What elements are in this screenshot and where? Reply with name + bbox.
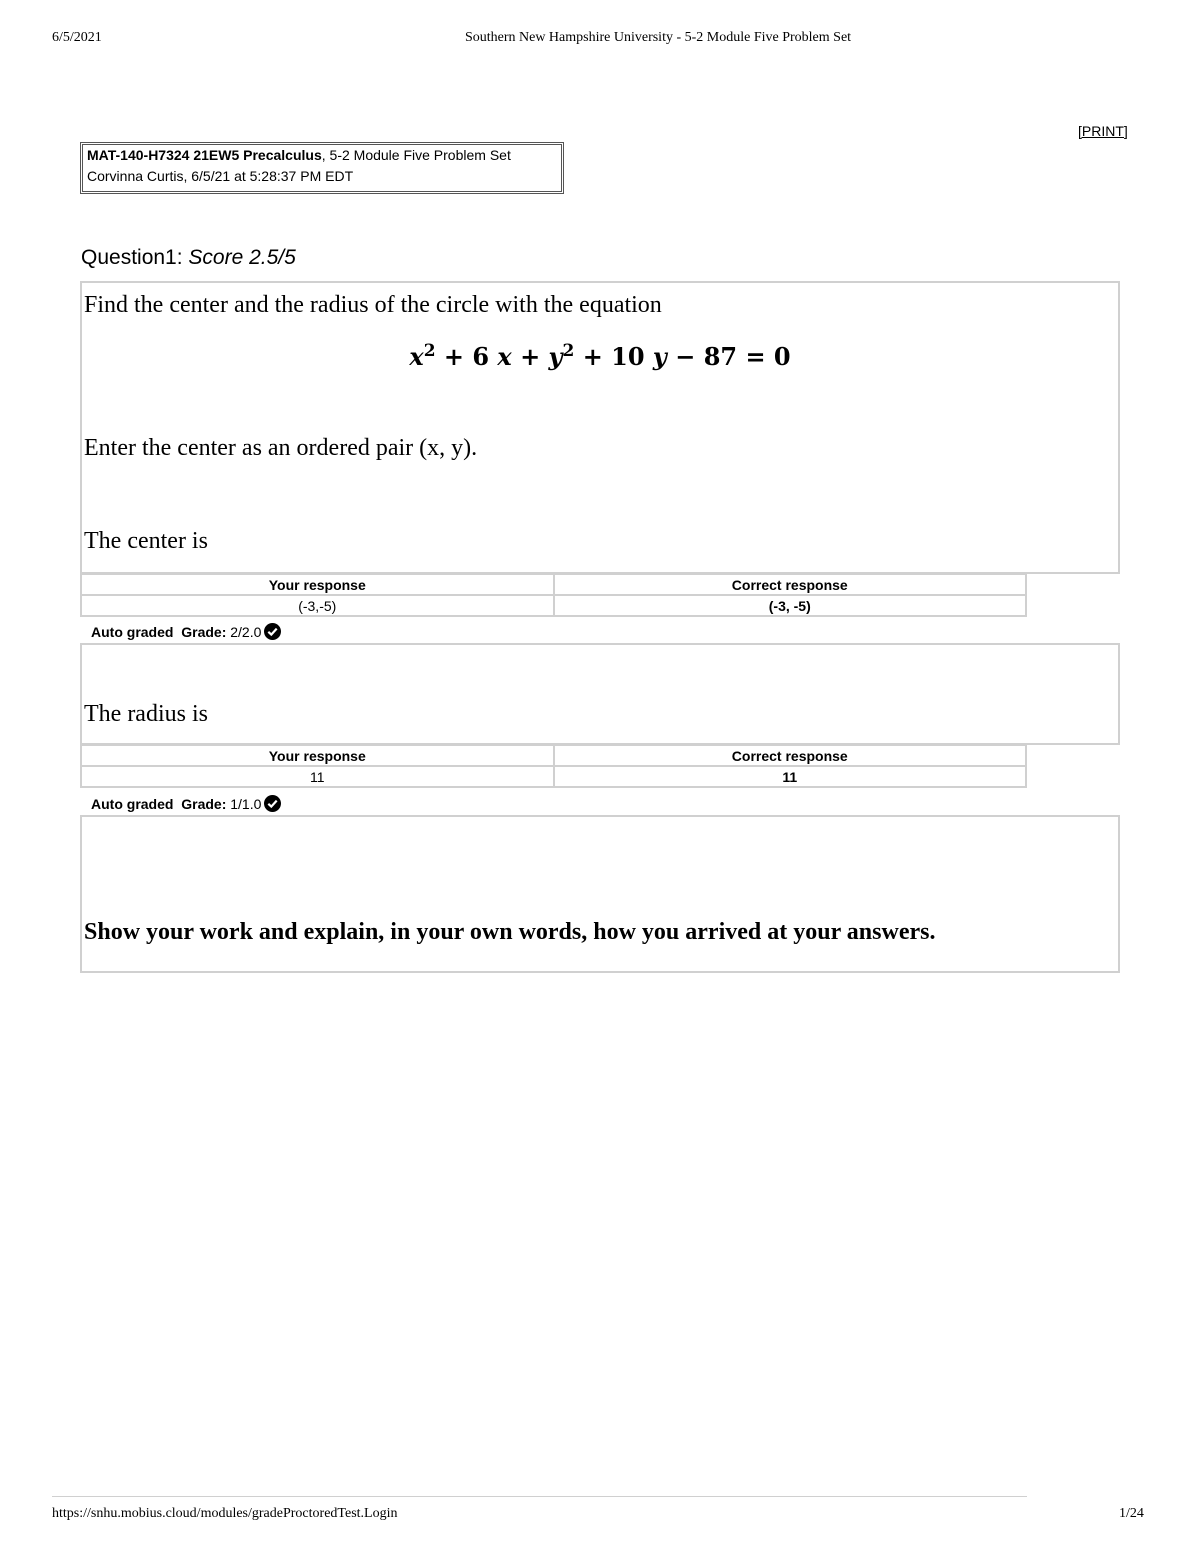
print-date: 6/5/2021 bbox=[52, 30, 102, 45]
radius-prompt-box bbox=[80, 643, 1120, 745]
grade-line-2 bbox=[91, 795, 281, 812]
grade-label: Grade: bbox=[181, 796, 227, 812]
course-name: MAT-140-H7324 21EW5 Precalculus bbox=[87, 147, 322, 163]
footer-url: https://snhu.mobius.cloud/modules/gradeProctoredTest.Login bbox=[52, 1506, 398, 1521]
print-link[interactable]: [PRINT] bbox=[1078, 123, 1128, 139]
page-number: 1/24 bbox=[1119, 1506, 1144, 1521]
grade-value: 1/1.0 bbox=[230, 796, 262, 812]
question-label: Question1: bbox=[81, 246, 183, 269]
radius-prompt: The radius is bbox=[84, 701, 208, 727]
check-circle-icon bbox=[264, 795, 281, 812]
grade-label: Grade: bbox=[181, 624, 227, 640]
correct-response-header: Correct response bbox=[554, 574, 1027, 595]
correct-response-value: (-3, -5) bbox=[554, 595, 1027, 616]
center-prompt: The center is bbox=[84, 528, 208, 554]
footer-divider bbox=[52, 1496, 1027, 1497]
grade-value: 2/2.0 bbox=[230, 624, 262, 640]
your-response-value: (-3,-5) bbox=[81, 595, 554, 616]
assignment-name: , 5-2 Module Five Problem Set bbox=[321, 147, 511, 163]
check-circle-icon bbox=[264, 623, 281, 640]
grade-line-1 bbox=[91, 623, 281, 640]
correct-response-value: 11 bbox=[554, 766, 1027, 787]
center-response-table bbox=[80, 573, 1027, 617]
course-row bbox=[83, 145, 561, 166]
print-title: Southern New Hampshire University - 5-2 Module Five Problem Set bbox=[464, 30, 852, 45]
center-instruction: Enter the center as an ordered pair (x, y). bbox=[84, 435, 478, 461]
circle-equation: $x^2 + 6$ $x + y^2 + 10$ y − 87 = 0 bbox=[409, 341, 791, 371]
radius-response-table bbox=[80, 744, 1027, 788]
auto-graded-label: Auto graded bbox=[91, 624, 174, 640]
work-prompt-box bbox=[80, 815, 1120, 973]
student-line: Corvinna Curtis, 6/5/21 at 5:28:37 PM EDT bbox=[87, 168, 354, 184]
auto-graded-label: Auto graded bbox=[91, 796, 174, 812]
work-prompt: Show your work and explain, in your own words, how you arrived at your answers. bbox=[84, 919, 936, 945]
question-prompt: Find the center and the radius of the circle with the equation bbox=[84, 292, 662, 318]
your-response-header: Your response bbox=[81, 745, 554, 766]
your-response-value: 11 bbox=[81, 766, 554, 787]
assignment-info-box bbox=[80, 142, 564, 194]
question-score: Score 2.5/5 bbox=[188, 246, 296, 269]
problem-statement-box bbox=[80, 281, 1120, 574]
question-title bbox=[81, 246, 296, 270]
your-response-header: Your response bbox=[81, 574, 554, 595]
correct-response-header: Correct response bbox=[554, 745, 1027, 766]
